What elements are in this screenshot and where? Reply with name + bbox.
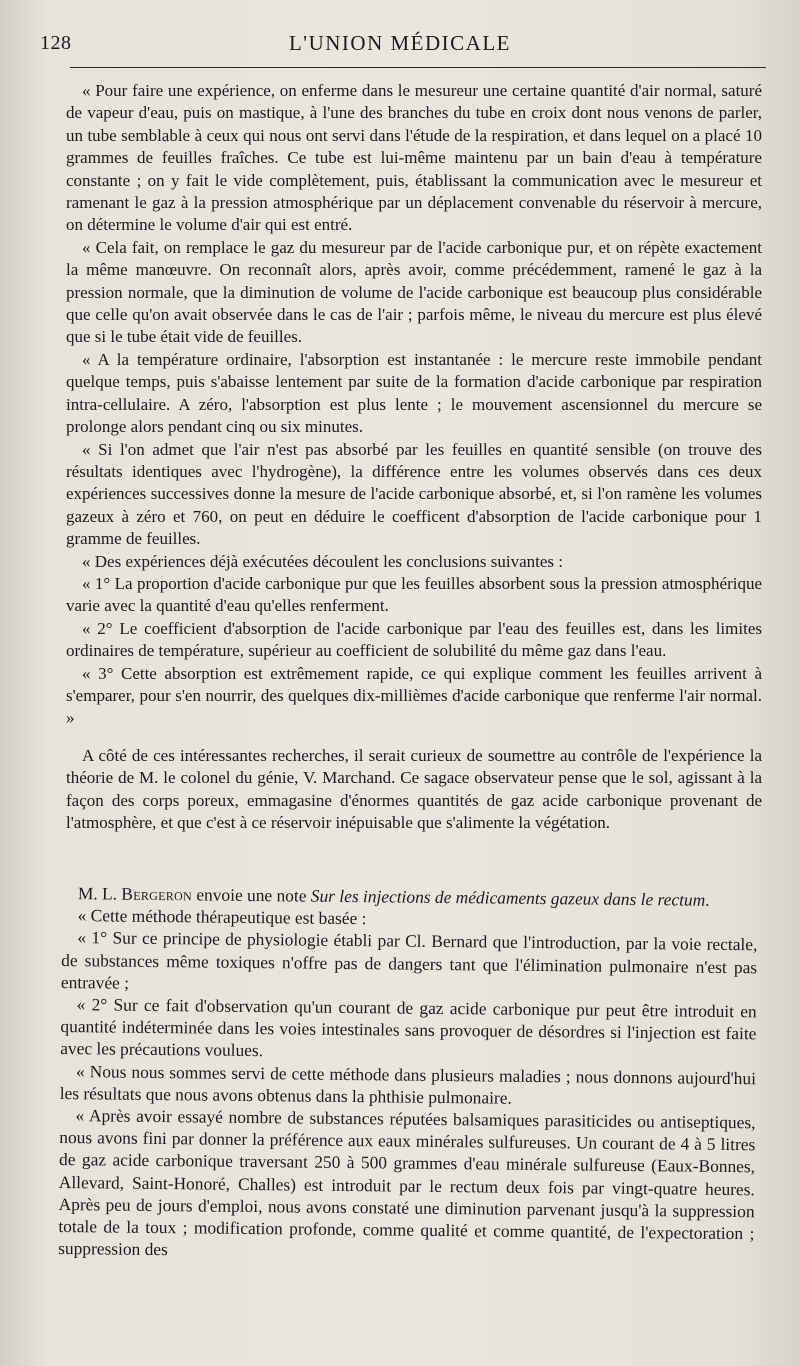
bergeron-prefix: M. L. bbox=[77, 883, 122, 904]
paragraph-temperature: « A la température ordinaire, l'absorption est instantanée : le mercure reste immobile pendant quelque temps, puis s'abaisse lentement par suite de la formation d'acide carbonique par respiration intra-cellulaire. A zéro, l'absorption est plus lente ; le mouvement ascensionnel du mercure se prolonge alors pendant cinq ou six minutes. bbox=[66, 349, 762, 437]
paragraph-carbonic-acid: « Cela fait, on remplace le gaz du mesureur par de l'acide carbonique pur, et on répète exactement la même manœuvre. On reconnaît alors, après avoir, comme précédemment, ramené le gaz à la pression normale, que la diminution de volume de l'acide carbonique est beaucoup plus considérable que celle qu'on avait observée dans le cas de l'air ; parfois même, le niveau du mercure est plus élevé que si le tube était vide de feuilles. bbox=[66, 237, 762, 347]
author-name: Bergeron bbox=[121, 883, 193, 905]
paragraph-conclusion-1: « 1° La proportion d'acide carbonique pur que les feuilles absorbent sous la pression atmosphérique varie avec la quantité d'eau qu'elles renferment. bbox=[66, 573, 762, 616]
body-text-lower bbox=[58, 882, 758, 1267]
body-text-upper bbox=[66, 80, 762, 834]
bergeron-verb: envoie une note bbox=[191, 884, 311, 906]
note-title: Sur les injections de médicaments gazeux dans le rectum bbox=[310, 885, 706, 910]
bergeron-end: . bbox=[705, 889, 710, 910]
paragraph-conclusion-2: « 2° Le coefficient d'absorption de l'acide carbonique par l'eau des feuilles est, dans les limites ordinaires de température, supérieur au coefficient de solubilité du même gaz dans l'eau. bbox=[66, 618, 762, 661]
page-header bbox=[40, 28, 760, 64]
paragraph-principle-1: « 1° Sur ce principe de physiologie établi par Cl. Bernard que l'introduction, par la voie rectale, de substances même toxiques n'offre pas de dangers tant que l'élimination pulmonaire n'est pas entravée ; bbox=[60, 927, 758, 993]
page-number: 128 bbox=[40, 32, 72, 54]
paragraph-principle-2: « 2° Sur ce fait d'observation qu'un courant de gaz acide carbonique pur peut être introduit en quantité indéterminée dans les voies intestinales sans provoquer de désordres si l'injection est faite avec les précautions voulues. bbox=[60, 994, 757, 1061]
paragraph-marchand-theory: A côté de ces intéressantes recherches, il serait curieux de soumettre au contrôle de l'expérience la théorie de M. le colonel du génie, V. Marchand. Ce sagace observateur pense que le sol, agissant à la façon des corps poreux, emmagasine d'énormes quantités de gaz acide carbonique provenant de l'atmosphère, et que c'est à ce réservoir inépuisable que s'alimente la végétation. bbox=[66, 745, 762, 832]
paragraph-absorption-measure: « Si l'on admet que l'air n'est pas absorbé par les feuilles en quantité sensible (on trouve des résultats identiques avec l'hydrogène), la différence entre les volumes observés dans ces deux expériences successives donne la mesure de l'acide carbonique absorbé, et, si l'on ramène les volumes gazeux à zéro et 760, on peut en déduire le coefficent d'absorption de l'acide carbonique pour 1 gramme de feuilles. bbox=[66, 439, 762, 549]
paragraph-conclusions-intro: « Des expériences déjà exécutées découlent les conclusions suivantes : bbox=[82, 551, 564, 571]
paragraph-method-basis: « Cette méthode thérapeutique est basée : bbox=[77, 905, 367, 929]
paragraph-results-intro: « Nous nous sommes servi de cette méthode dans plusieurs maladies ; nous donnons aujourd'hui les résultats que nous avons obtenus dans la phthisie pulmonaire. bbox=[59, 1060, 757, 1108]
paragraph-conclusion-3: « 3° Cette absorption est extrêmement rapide, ce qui explique comment les feuilles arrivent à s'emparer, pour s'en nourrir, des quelques dix-millièmes d'acide carbonique que renferme l'air normal. » bbox=[66, 663, 762, 728]
paragraph-sulfur-waters: « Après avoir essayé nombre de substances réputées balsamiques parasiticides ou antiseptiques, nous avons fini par donner la préférence aux eaux minérales sulfureuses. Un courant de 4 à 5 litres de gaz acide carbonique traversant 250 à 500 grammes d'eau minérale sulfureuse (Eaux-Bonnes, Allevard, Saint-Honoré, Challes) est introduit par le rectum deux fois par vingt-quatre heures. Après peu de jours d'emploi, nous avons constaté une diminution parvenant jusqu'à la suppression totale de la toux ; modification profonde, comme qualité et comme quantité, de l'expectoration ; suppression des bbox=[58, 1105, 756, 1260]
header-rule bbox=[70, 67, 766, 68]
paragraph-experiment-setup: « Pour faire une expérience, on enferme dans le mesureur une certaine quantité d'air normal, saturé de vapeur d'eau, puis on mastique, à l'une des branches du tube en croix dont nous venons de parler, un tube semblable à ceux qui nous ont servi dans l'étude de la respiration, et dans lequel on a placé 10 grammes de feuilles fraîches. Ce tube est lui-même maintenu par un bain d'eau à température constante ; on y fait le vide complètement, puis, établissant la communication avec le mesureur et ramenant le gaz à la pression atmosphérique par un déplacement convenable du réservoir à mercure, on détermine le volume d'air qui est entré. bbox=[66, 81, 762, 235]
running-title: L'UNION MÉDICALE bbox=[288, 31, 511, 55]
